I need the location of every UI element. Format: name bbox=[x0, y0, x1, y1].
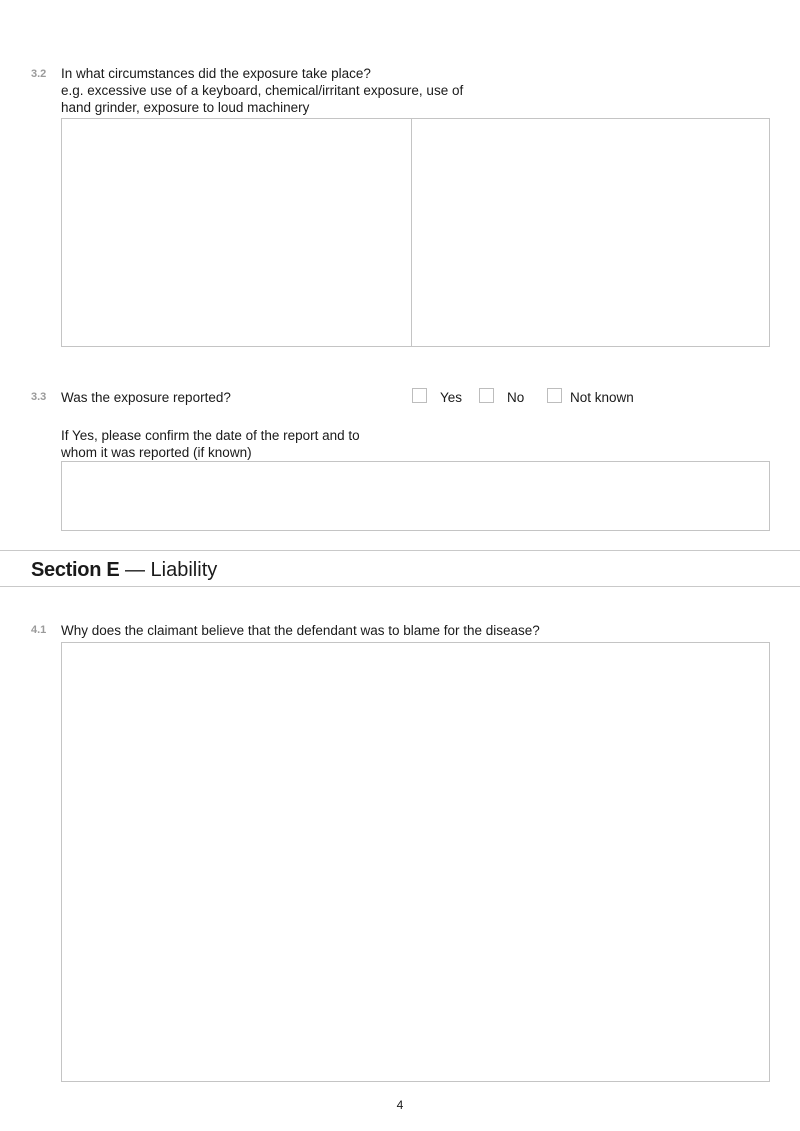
page-number: 4 bbox=[396, 1098, 404, 1112]
liability-answer-box[interactable] bbox=[61, 642, 770, 1082]
question-3-2-example-line-1: e.g. excessive use of a keyboard, chemical/irritant exposure, use of bbox=[61, 83, 464, 98]
question-3-3-followup-line-1: If Yes, please confirm the date of the report and to bbox=[61, 428, 360, 443]
section-e-title bbox=[31, 558, 217, 582]
not-known-checkbox[interactable] bbox=[547, 388, 562, 403]
report-details-answer-box[interactable] bbox=[61, 461, 770, 531]
answer-box-divider bbox=[411, 119, 412, 346]
question-number-4-1: 4.1 bbox=[31, 624, 47, 636]
exposure-circumstances-answer-box[interactable] bbox=[61, 118, 770, 347]
question-number-3-3: 3.3 bbox=[31, 391, 47, 403]
not-known-checkbox-label: Not known bbox=[570, 390, 634, 405]
yes-checkbox[interactable] bbox=[412, 388, 427, 403]
no-checkbox[interactable] bbox=[479, 388, 494, 403]
section-e-label: Section E bbox=[31, 559, 120, 581]
question-number-3-2: 3.2 bbox=[31, 68, 47, 80]
question-3-2-example-line-2: hand grinder, exposure to loud machinery bbox=[61, 100, 310, 115]
section-e-subtitle: — Liability bbox=[119, 559, 218, 581]
question-3-2-text: In what circumstances did the exposure take place? bbox=[61, 66, 371, 81]
yes-checkbox-label: Yes bbox=[440, 390, 463, 405]
question-3-3-text: Was the exposure reported? bbox=[61, 390, 231, 405]
question-3-3-followup-line-2: whom it was reported (if known) bbox=[61, 445, 252, 460]
no-checkbox-label: No bbox=[507, 390, 525, 405]
question-4-1-text: Why does the claimant believe that the defendant was to blame for the disease? bbox=[61, 623, 540, 638]
